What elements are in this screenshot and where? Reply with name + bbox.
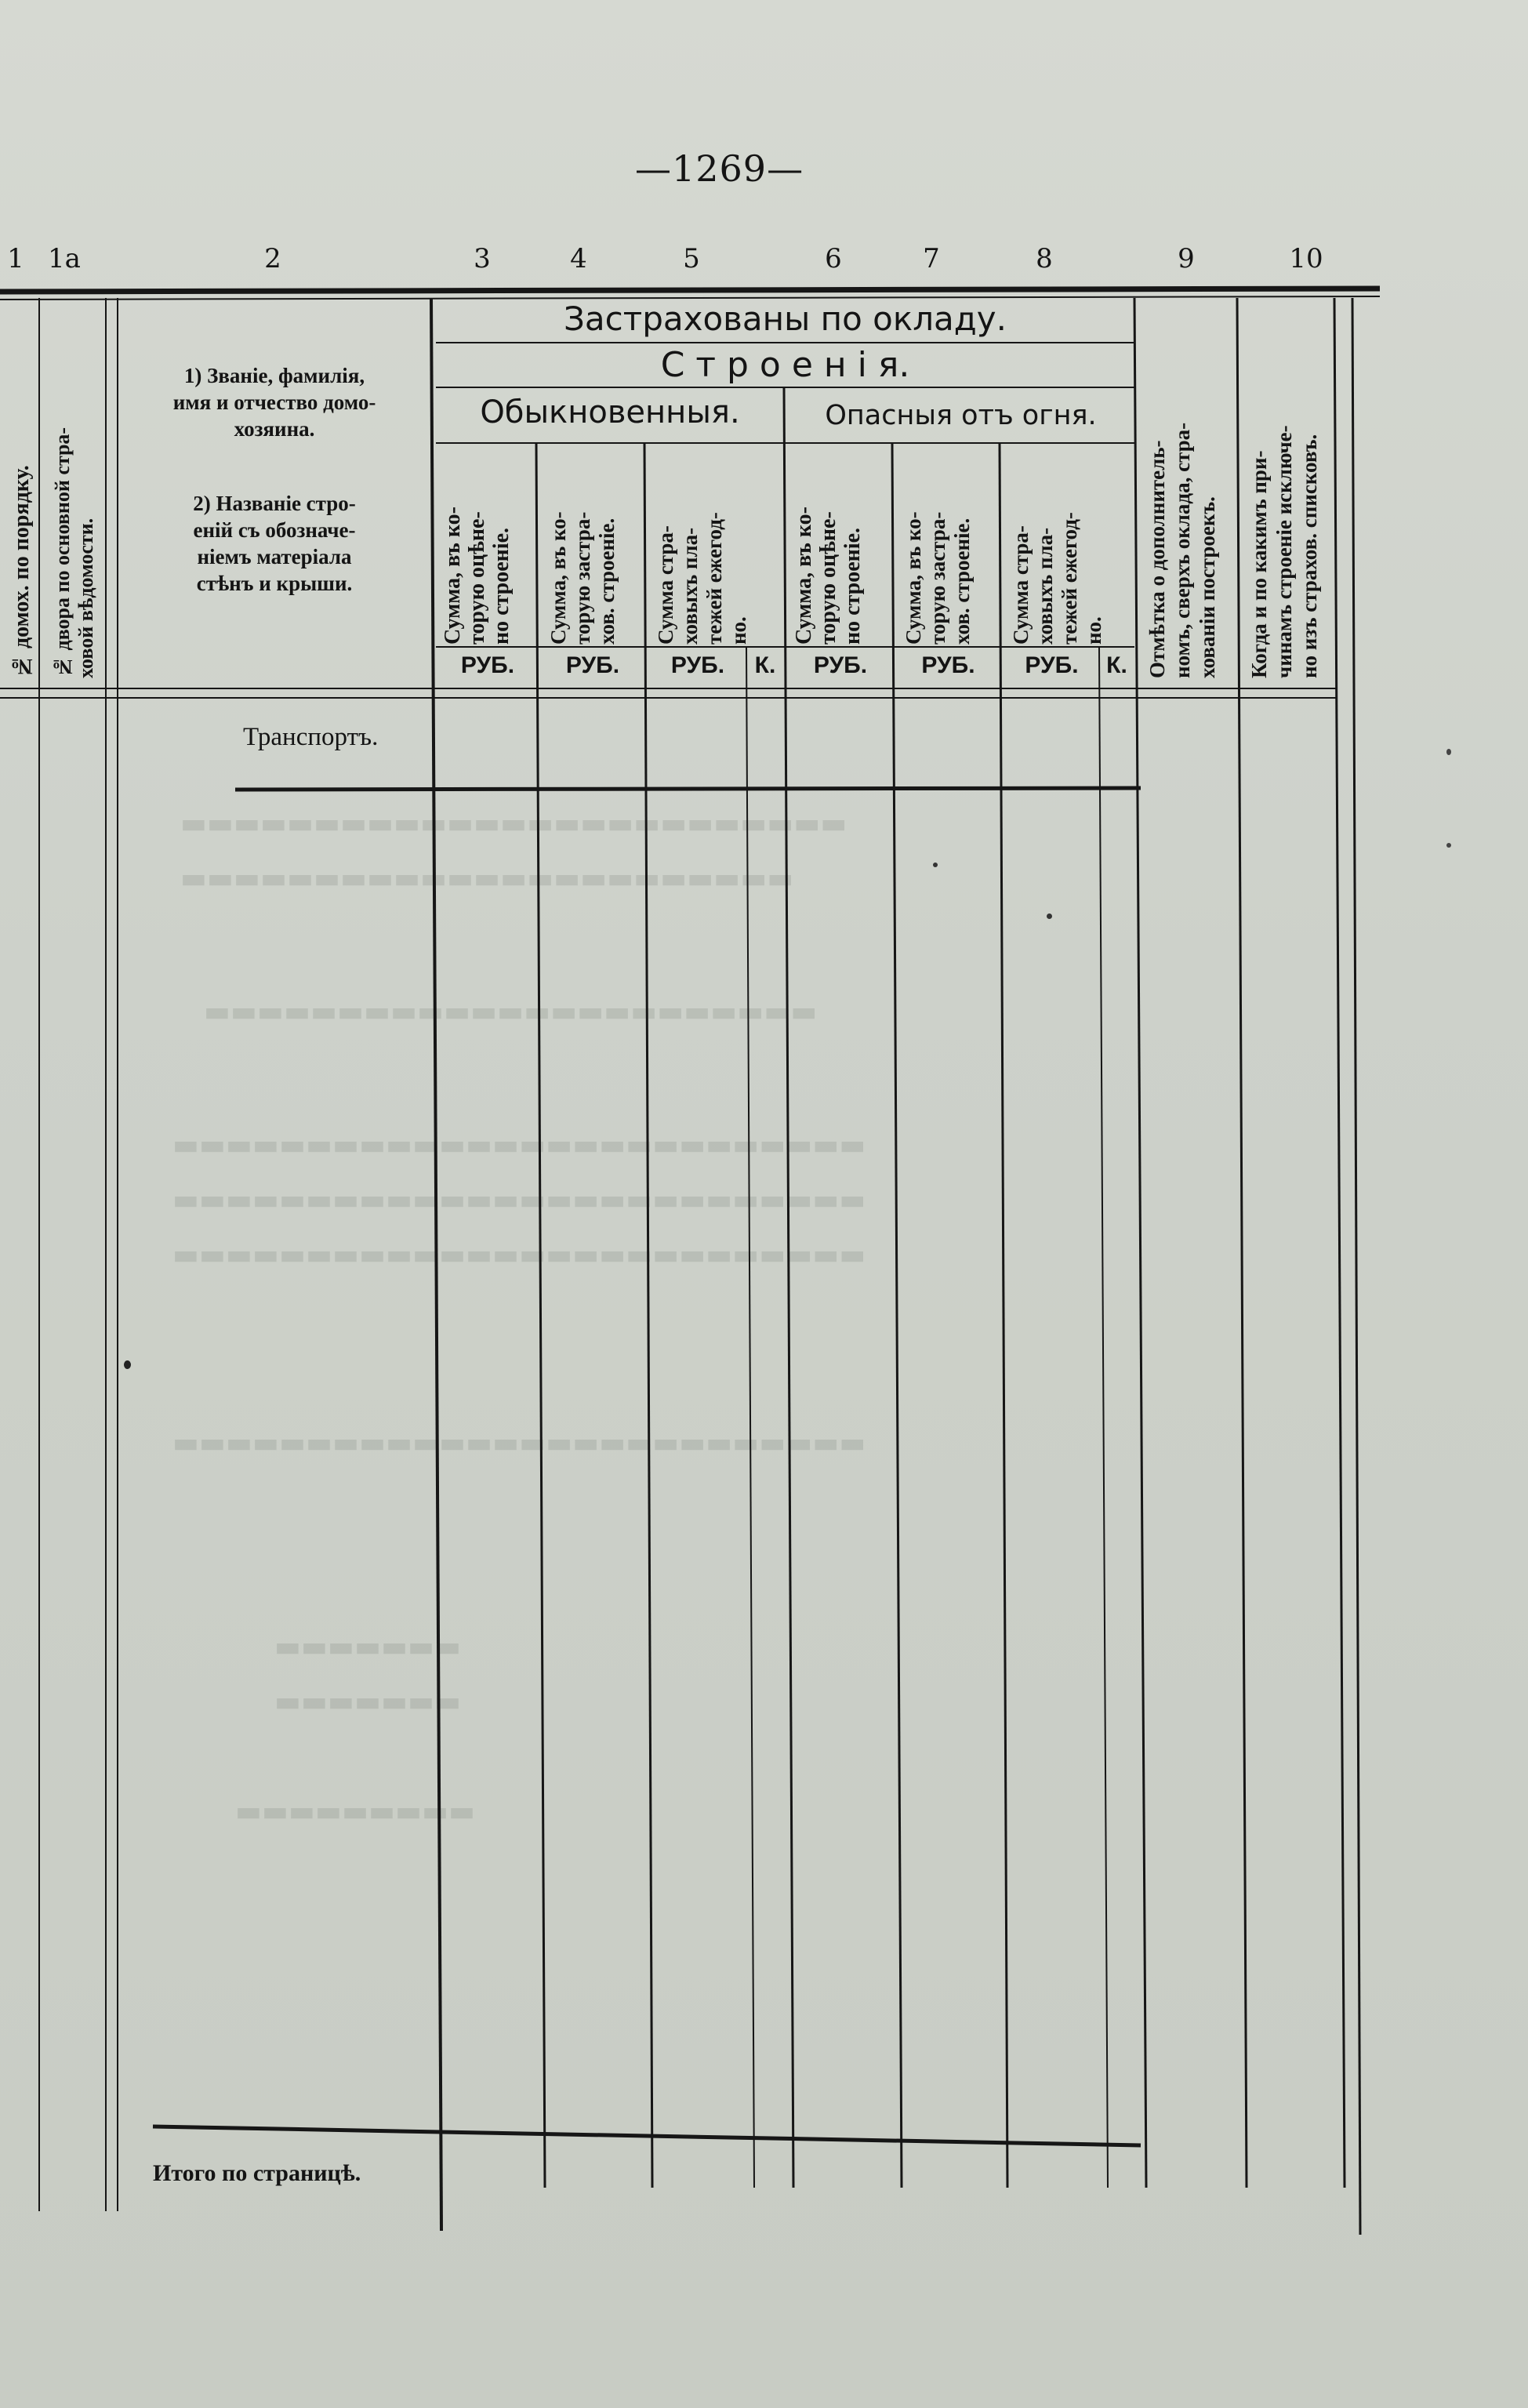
page-number: —1269— (635, 147, 804, 190)
header-dangerous-sum-insured: Сумма, въ ко- торую застра- хов. строеніе. (902, 511, 974, 645)
header-dangerous-sum-valued: Сумма, въ ко- торую оцѣне- но строеніе. (792, 507, 865, 645)
header-dangerous-payments: Сумма стра- ховыхъ пла- тежей ежегод- но. (1009, 512, 1105, 645)
unit-rub: РУБ. (813, 652, 868, 678)
header-building-names: 2) Названіе стро- еній съ обозначе- ніемъ матеріала стѣнъ и крыши. (193, 492, 356, 595)
unit-kop: К. (1106, 652, 1127, 678)
column-number: 8 (1036, 243, 1053, 274)
header-ordinary-sum-valued: Сумма, въ ко- торую оцѣне- но строеніе. (441, 507, 514, 645)
header-dangerous: Опасныя отъ огня. (825, 400, 1097, 431)
paper-speck (933, 863, 938, 867)
column-number: 6 (825, 243, 842, 274)
header-insured: Застрахованы по окладу. (563, 300, 1007, 338)
column-number: 2 (264, 243, 281, 274)
header-yard-number: № двора по основной стра- ховой вѣдомости. (51, 427, 97, 678)
column-number: 4 (570, 243, 587, 274)
unit-rub: РУБ. (460, 652, 515, 678)
paper-speck (1446, 843, 1451, 848)
header-additional-insurance: Отмѣтка о дополнитель- номъ, сверхъ оклада, стра- хованіи построекъ. (1145, 422, 1219, 678)
column-number: 7 (923, 243, 940, 274)
header-ordinary: Обыкновенныя. (480, 394, 740, 430)
bleed-through: ▬▬▬▬▬▬▬▬▬▬▬▬▬▬▬▬▬▬▬▬▬▬▬▬▬▬ (172, 1239, 866, 1271)
header-owner-name: 1) Званіе, фамилія, имя и отчество домо- хозяина. (172, 364, 376, 441)
header-ordinary-payments: Сумма стра- ховыхъ пла- тежей ежегод- но. (654, 512, 750, 645)
paper-speck (1047, 913, 1052, 919)
paper-speck (124, 1360, 131, 1369)
bleed-through: ▬▬▬▬▬▬▬▬▬▬▬▬▬▬▬▬▬▬▬▬▬▬▬ (180, 863, 794, 895)
unit-rub: РУБ. (1025, 652, 1079, 678)
bleed-through: ▬▬▬▬▬▬▬▬▬▬▬▬▬▬▬▬▬▬▬▬▬▬▬ (204, 996, 818, 1028)
header-ordinary-sum-insured: Сумма, въ ко- торую застра- хов. строеніе. (546, 511, 619, 645)
bleed-through: ▬▬▬▬▬▬▬▬▬▬▬▬▬▬▬▬▬▬▬▬▬▬▬▬▬ (180, 808, 847, 840)
column-number: 10 (1289, 243, 1323, 274)
bleed-through: ▬▬▬▬▬▬▬ (274, 1686, 462, 1718)
unit-kop: К. (754, 652, 776, 678)
page-total-label: Итого по страницѣ. (153, 2160, 361, 2186)
header-buildings: С т р о е н і я. (660, 345, 910, 385)
transport-label: Транспортъ. (243, 723, 379, 751)
unit-rub: РУБ. (921, 652, 975, 678)
bleed-through: ▬▬▬▬▬▬▬▬▬▬▬▬▬▬▬▬▬▬▬▬▬▬▬▬▬▬ (172, 1427, 866, 1459)
bleed-through: ▬▬▬▬▬▬▬ (274, 1631, 462, 1663)
bleed-through: ▬▬▬▬▬▬▬▬▬▬▬▬▬▬▬▬▬▬▬▬▬▬▬▬▬▬ (172, 1184, 866, 1216)
header-house-number: № домох. по порядку. (9, 465, 34, 678)
column-number: 1 (7, 243, 24, 274)
bleed-through: ▬▬▬▬▬▬▬▬▬▬▬▬▬▬▬▬▬▬▬▬▬▬▬▬▬▬ (172, 1129, 866, 1161)
column-number: 3 (474, 243, 491, 274)
header-excluded: Когда и по какимъ при- чинамъ строеніе исключе- но изъ страхов. списковъ. (1247, 425, 1321, 678)
paper-speck (1446, 749, 1451, 755)
column-number: 5 (683, 243, 700, 274)
unit-rub: РУБ. (670, 652, 725, 678)
unit-rub: РУБ. (565, 652, 620, 678)
bleed-through: ▬▬▬▬▬▬▬▬▬ (235, 1796, 476, 1828)
column-number: 9 (1178, 243, 1195, 274)
column-number: 1a (48, 243, 81, 274)
